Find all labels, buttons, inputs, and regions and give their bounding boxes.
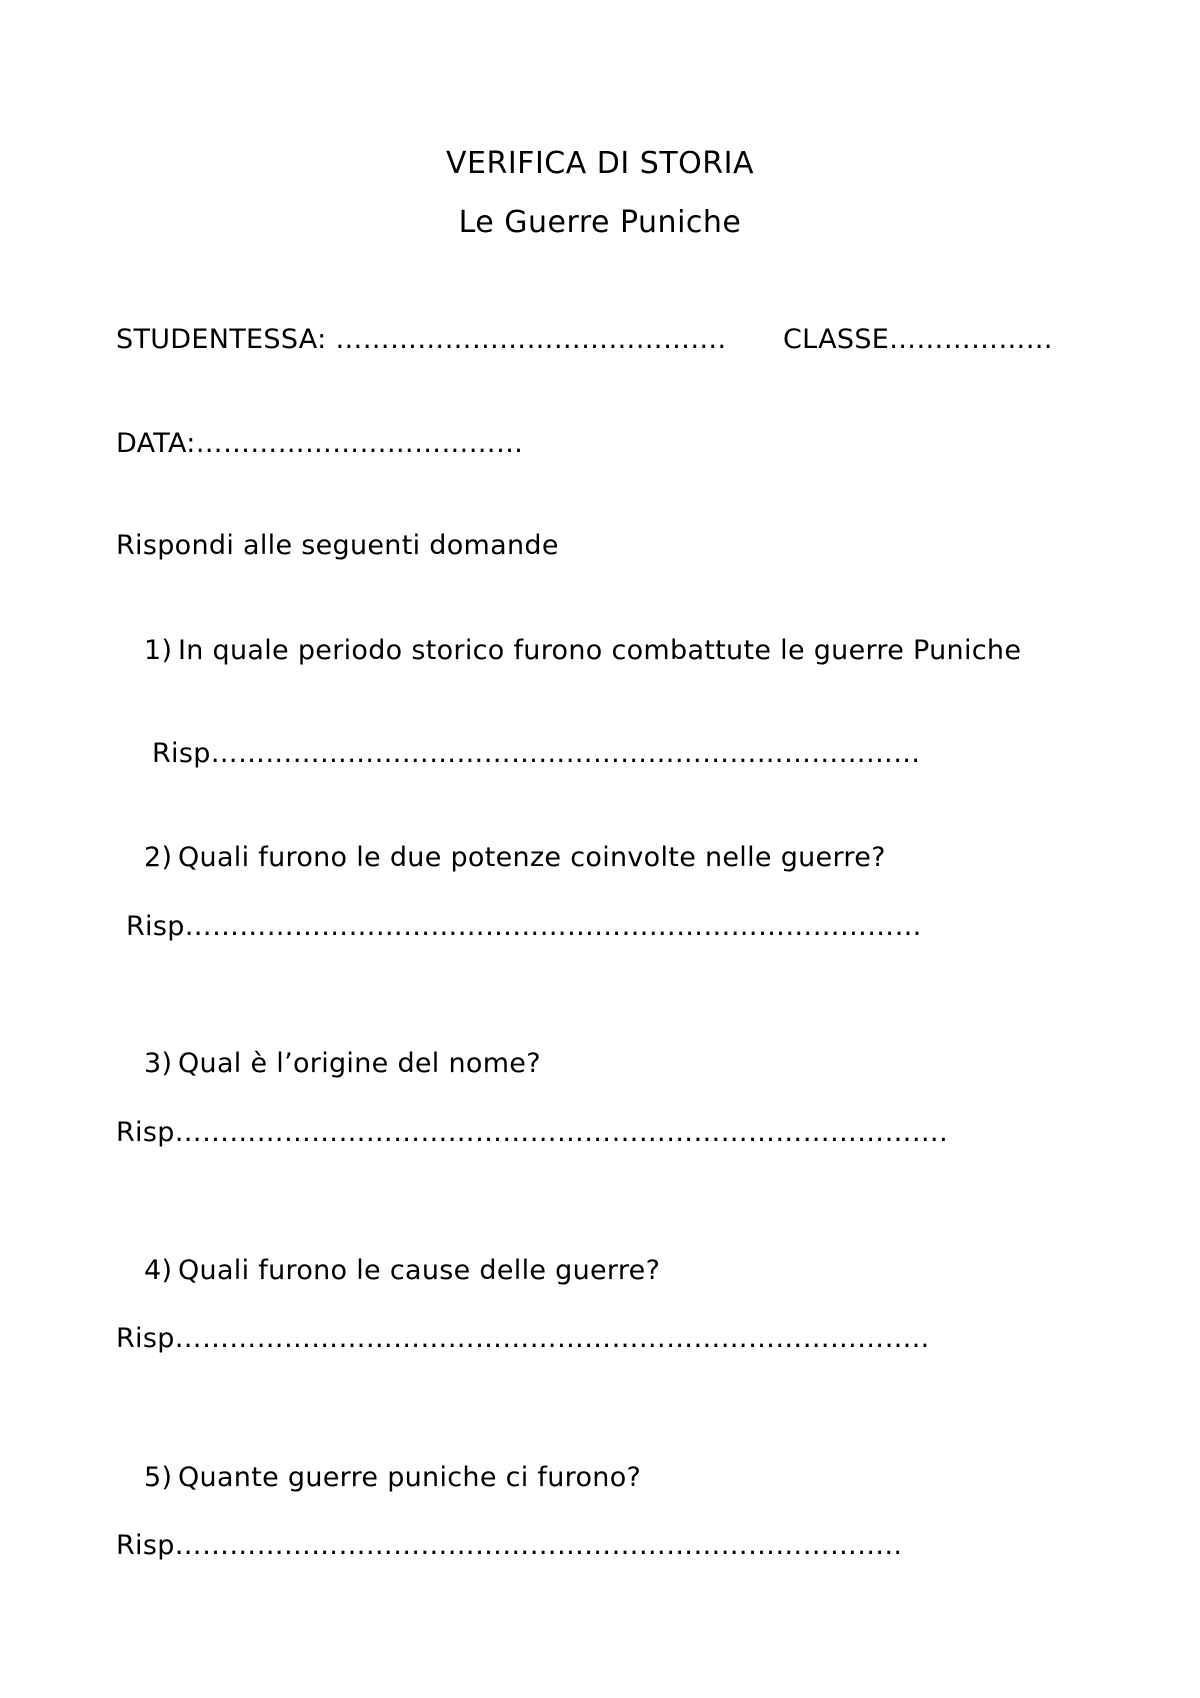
question-number: 4) xyxy=(144,1255,173,1286)
question-4 xyxy=(144,1254,660,1288)
question-2 xyxy=(144,841,886,875)
date-field: DATA:……………………………… xyxy=(116,428,524,459)
student-name-field: STUDENTESSA: ……………………………………. xyxy=(116,324,727,355)
answer-line-1: Risp…………………………………………………………………… xyxy=(152,738,921,769)
question-text: Quali furono le due potenze coinvolte nelle guerre? xyxy=(178,842,886,873)
question-text: Quante guerre puniche ci furono? xyxy=(178,1462,642,1493)
instructions: Rispondi alle seguenti domande xyxy=(116,530,559,561)
class-field: CLASSE……………… xyxy=(783,324,1053,355)
answer-line-3: Risp…………………………………………………………………………. xyxy=(116,1117,948,1148)
answer-line-2: Risp……………………………………………………………………… xyxy=(126,911,922,942)
question-number: 5) xyxy=(144,1462,173,1493)
question-number: 2) xyxy=(144,842,173,873)
question-5 xyxy=(144,1461,641,1495)
question-number: 3) xyxy=(144,1048,173,1079)
page-subtitle: Le Guerre Puniche xyxy=(458,205,742,240)
question-text: In quale periodo storico furono combattute le guerre Puniche xyxy=(178,635,1022,666)
question-text: Qual è l’origine del nome? xyxy=(178,1048,541,1079)
question-1 xyxy=(144,634,1021,668)
answer-line-4: Risp……………………………………………………………………….. xyxy=(116,1323,930,1354)
question-text: Quali furono le cause delle guerre? xyxy=(178,1255,661,1286)
answer-line-5: Risp…………………………………………………………………….. xyxy=(116,1530,903,1561)
page-title: VERIFICA DI STORIA xyxy=(446,146,754,181)
question-3 xyxy=(144,1047,541,1081)
question-number: 1) xyxy=(144,635,173,666)
